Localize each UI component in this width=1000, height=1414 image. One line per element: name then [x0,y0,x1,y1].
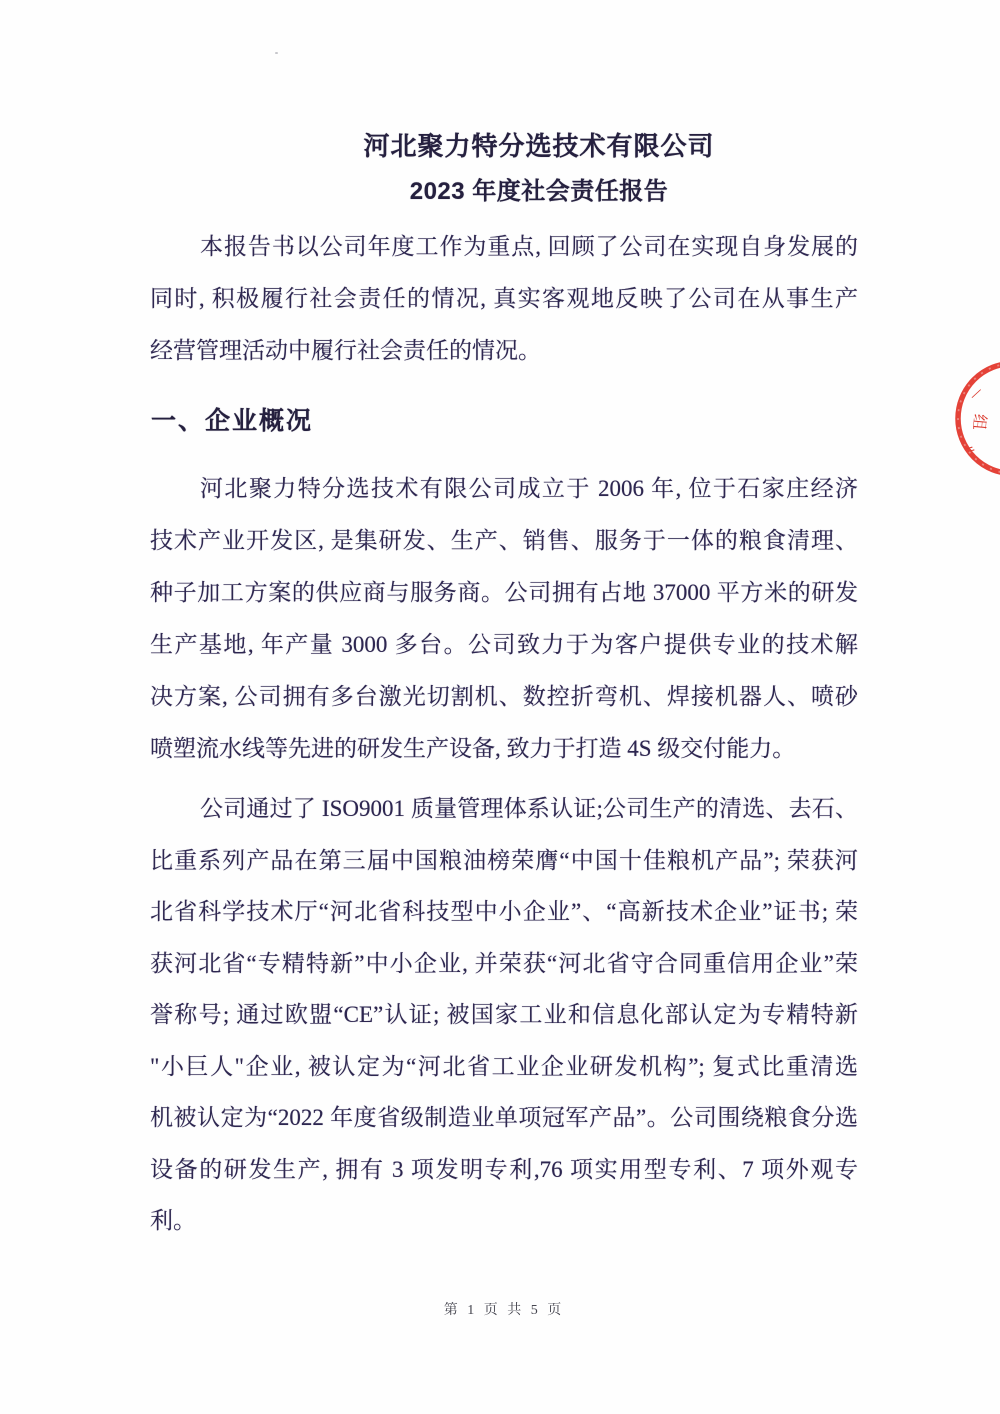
page-title: 河北聚力特分选技术有限公司 [363,131,715,161]
company-overview-paragraph-2 [150,783,858,1247]
text-line: 获河北省“专精特新”中小企业, 并荣获“河北省守合同重信用企业”荣 [150,950,858,976]
text-line: 经营管理活动中履行社会责任的情况。 [150,338,541,363]
text-line: 机被认定为“2022 年度省级制造业单项冠军产品”。公司围绕粮食分选 [150,1105,858,1130]
text-line: 公司通过了 ISO9001 质量管理体系认证;公司生产的清选、去石、 [200,796,858,821]
text-line: 本报告书以公司年度工作为重点, 回顾了公司在实现自身发展的 [200,234,858,259]
page-number: 第 1 页 共 5 页 [443,1303,565,1318]
intro-paragraph [150,221,858,377]
text-line: 誉称号; 通过欧盟“CE”认证; 被国家工业和信息化部认定为专精特新 [150,1002,858,1027]
red-seal-stamp-partial [938,350,1000,490]
section-heading: 一、企业概况 [151,407,314,435]
seal-character: 组 [969,413,988,431]
text-line: 种子加工方案的供应商与服务商。公司拥有占地 37000 平方米的研发 [150,580,858,605]
text-line: 生产基地, 年产量 3000 多台。公司致力于为客户提供专业的技术解 [150,632,858,657]
text-line: 喷塑流水线等先进的研发生产设备, 致力于打造 4S 级交付能力。 [150,736,796,761]
text-line: 决方案, 公司拥有多台激光切割机、数控折弯机、焊接机器人、喷砂 [150,684,858,709]
text-line: 比重系列产品在第三届中国粮油榜荣膺“中国十佳粮机产品”; 荣获河 [150,847,858,873]
company-overview-paragraph-1 [150,463,858,775]
text-line: 北省科学技术厅“河北省科技型中小企业”、“高新技术企业”证书; 荣 [150,899,858,924]
scan-artifact-speck [275,52,278,54]
seal-stroke-mark: / [969,384,983,404]
text-line: 同时, 积极履行社会责任的情况, 真实客观地反映了公司在从事生产 [150,286,858,311]
text-line: 技术产业开发区, 是集研发、生产、销售、服务于一体的粮食清理、 [150,528,858,553]
text-line: 河北聚力特分选技术有限公司成立于 2006 年, 位于石家庄经济 [200,476,858,501]
text-line: "小巨人"企业, 被认定为“河北省工业企业研发机构”; 复式比重清选 [150,1053,858,1079]
text-line: 设备的研发生产, 拥有 3 项发明专利,76 项实用型专利、7 项外观专 [150,1156,858,1182]
seal-tick-marks: 〃 [960,440,980,459]
text-line: 利。 [150,1208,196,1233]
page-subtitle: 2023 年度社会责任报告 [409,178,669,205]
